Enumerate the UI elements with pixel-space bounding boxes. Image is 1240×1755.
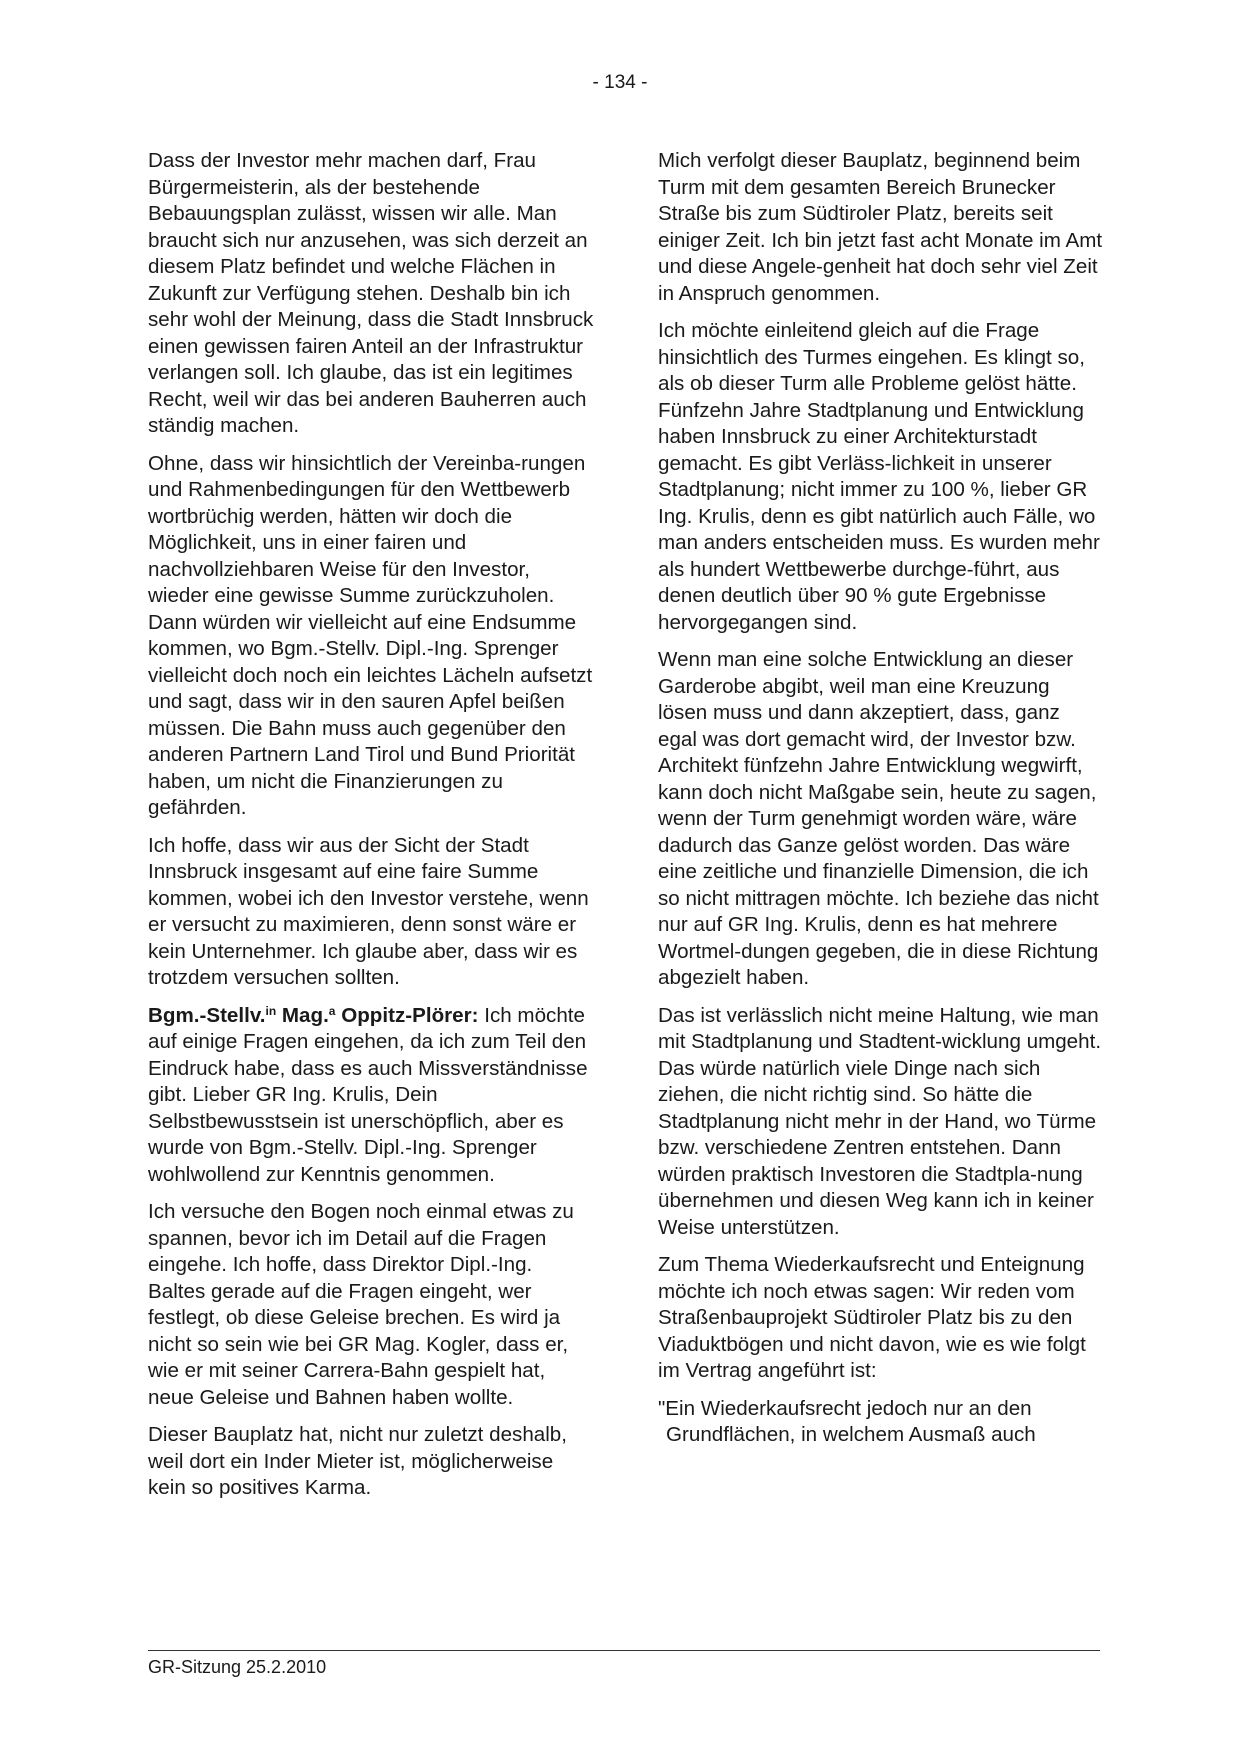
speech-text: Ich möchte auf einige Fragen eingehen, da ich zum Teil den Eindruck habe, dass es auch Missverständnisse gibt. Lieber GR Ing. Krulis, Dein Selbstbewusstsein ist unerschöpflich, aber es wurde von Bgm.-Stellv. Dipl.-Ing. Sprenger wohlwollend zur Kenntnis genommen. — [148, 1003, 588, 1186]
speaker-sup: in — [265, 1003, 277, 1018]
footer-session-date: GR-Sitzung 25.2.2010 — [148, 1657, 327, 1677]
speaker-title: Mag. — [276, 1003, 329, 1027]
right-column — [658, 148, 1104, 1460]
paragraph: Ohne, dass wir hinsichtlich der Vereinba-rungen und Rahmenbedingungen für den Wettbewerb wortbrüchig werden, hätten wir doch die Möglichkeit, uns in einer fairen und nachvollziehbaren Weise für den Investor, wieder eine gewisse Summe zurückzuholen. Dann würden wir vielleicht auf eine Endsumme kommen, wo Bgm.-Stellv. Dipl.-Ing. Sprenger vielleicht doch noch ein leichtes Lächeln aufsetzt und sagt, dass wir in den sauren Apfel beißen müssen. Die Bahn muss auch gegenüber den anderen Partnern Land Tirol und Bund Priorität haben, um nicht die Finanzierungen zu gefährden. — [148, 451, 593, 819]
paragraph-speaker — [148, 1003, 594, 1189]
speaker-title: Bgm.-Stellv. — [148, 1003, 266, 1027]
page-number: - 134 - — [592, 72, 648, 93]
paragraph: Mich verfolgt dieser Bauplatz, beginnend beim Turm mit dem gesamten Bereich Brunecker Straße bis zum Südtiroler Platz, bereits seit einiger Zeit. Ich bin jetzt fast acht Monate im Amt und diese Angele-genheit hat doch sehr viel Zeit in Anspruch genommen. — [658, 149, 1103, 305]
footer-divider — [148, 1650, 1100, 1651]
paragraph: Dass der Investor mehr machen darf, Frau Bürgermeisterin, als der bestehende Bebauungsplan zulässt, wissen wir alle. Man braucht sich nur anzusehen, was sich derzeit an diesem Platz befindet und welche Flächen in Zukunft zur Verfügung stehen. Deshalb bin ich sehr wohl der Meinung, dass die Stadt Innsbruck einen gewissen fairen Anteil an der Infrastruktur verlangen soll. Ich glaube, das ist ein legitimes Recht, weil wir das bei anderen Bauherren auch ständig machen. — [148, 149, 594, 437]
speaker-name — [148, 1004, 479, 1027]
paragraph: Ich hoffe, dass wir aus der Sicht der Stadt Innsbruck insgesamt auf eine faire Summe kommen, wobei ich den Investor verstehe, wenn er versucht zu maximieren, denn sonst wäre er kein Unternehmer. Ich glaube aber, dass wir es trotzdem versuchen sollten. — [148, 833, 589, 989]
paragraph: Ich versuche den Bogen noch einmal etwas zu spannen, bevor ich im Detail auf die Fragen eingehe. Ich hoffe, dass Direktor Dipl.-Ing. Baltes gerade auf die Fragen eingeht, wer festlegt, ob diese Geleise brechen. Es wird ja nicht so sein wie bei GR Mag. Kogler, dass er, wie er mit seiner Carrera-Bahn gespielt hat, neue Geleise und Bahnen haben wollte. — [148, 1200, 574, 1409]
paragraph: Ich möchte einleitend gleich auf die Frage hinsichtlich des Turmes eingehen. Es klingt so, als ob dieser Turm alle Probleme gelöst hätte. Fünfzehn Jahre Stadtplanung und Entwicklung haben Innsbruck zu einer Architekturstadt gemacht. Es gibt Verläss-lichkeit in unserer Stadtplanung; nicht immer zu 100 %, lieber GR Ing. Krulis, denn es gibt natürlich auch Fälle, wo man anders entscheiden muss. Es wurden mehr als hundert Wettbewerbe durchge-führt, aus denen deutlich über 90 % gute Ergebnisse hervorgegangen sind. — [658, 319, 1100, 634]
speaker-sup: a — [328, 1003, 336, 1018]
paragraph: Zum Thema Wiederkaufsrecht und Enteignung möchte ich noch etwas sagen: Wir reden vom Straßenbauprojekt Südtiroler Platz bis zu den Viaduktbögen und nicht davon, wie es wie folgt im Vertrag angeführt ist: — [658, 1253, 1086, 1382]
paragraph: Das ist verlässlich nicht meine Haltung, wie man mit Stadtplanung und Stadtent-wicklung umgeht. Das würde natürlich viele Dinge nach sich ziehen, die nicht richtig sind. So hätte die Stadtplanung nicht mehr in der Hand, wo Türme bzw. verschiedene Zentren entstehen. Dann würden praktisch Investoren die Stadtpla-nung übernehmen und diesen Weg kann ich in keiner Weise unterstützen. — [658, 1003, 1102, 1239]
left-column — [148, 148, 594, 1513]
paragraph: Wenn man eine solche Entwicklung an dieser Garderobe abgibt, weil man eine Kreuzung lösen muss und dann akzeptiert, dass, ganz egal was dort gemacht wird, der Investor bzw. Architekt fünfzehn Jahre Entwicklung wegwirft, kann doch nicht Maßgabe sein, heute zu sagen, wenn der Turm genehmigt worden wäre, wäre dadurch das Ganze gelöst worden. Das wäre eine zeitliche und finanzielle Dimension, die ich so nicht mittragen möchte. Ich beziehe das nicht nur auf GR Ing. Krulis, denn es hat mehrere Wortmel-dungen gegeben, die in diese Richtung abgezielt haben. — [658, 648, 1099, 989]
paragraph: Dieser Bauplatz hat, nicht nur zuletzt deshalb, weil dort ein Inder Mieter ist, möglicherweise kein so positives Karma. — [148, 1423, 567, 1499]
speaker-surname: Oppitz-Plörer: — [335, 1003, 479, 1027]
quote-line: "Ein Wiederkaufsrecht jedoch nur an den — [658, 1396, 1032, 1420]
quote-line: Grundflächen, in welchem Ausmaß auch — [666, 1423, 1036, 1446]
quote — [658, 1396, 1104, 1449]
